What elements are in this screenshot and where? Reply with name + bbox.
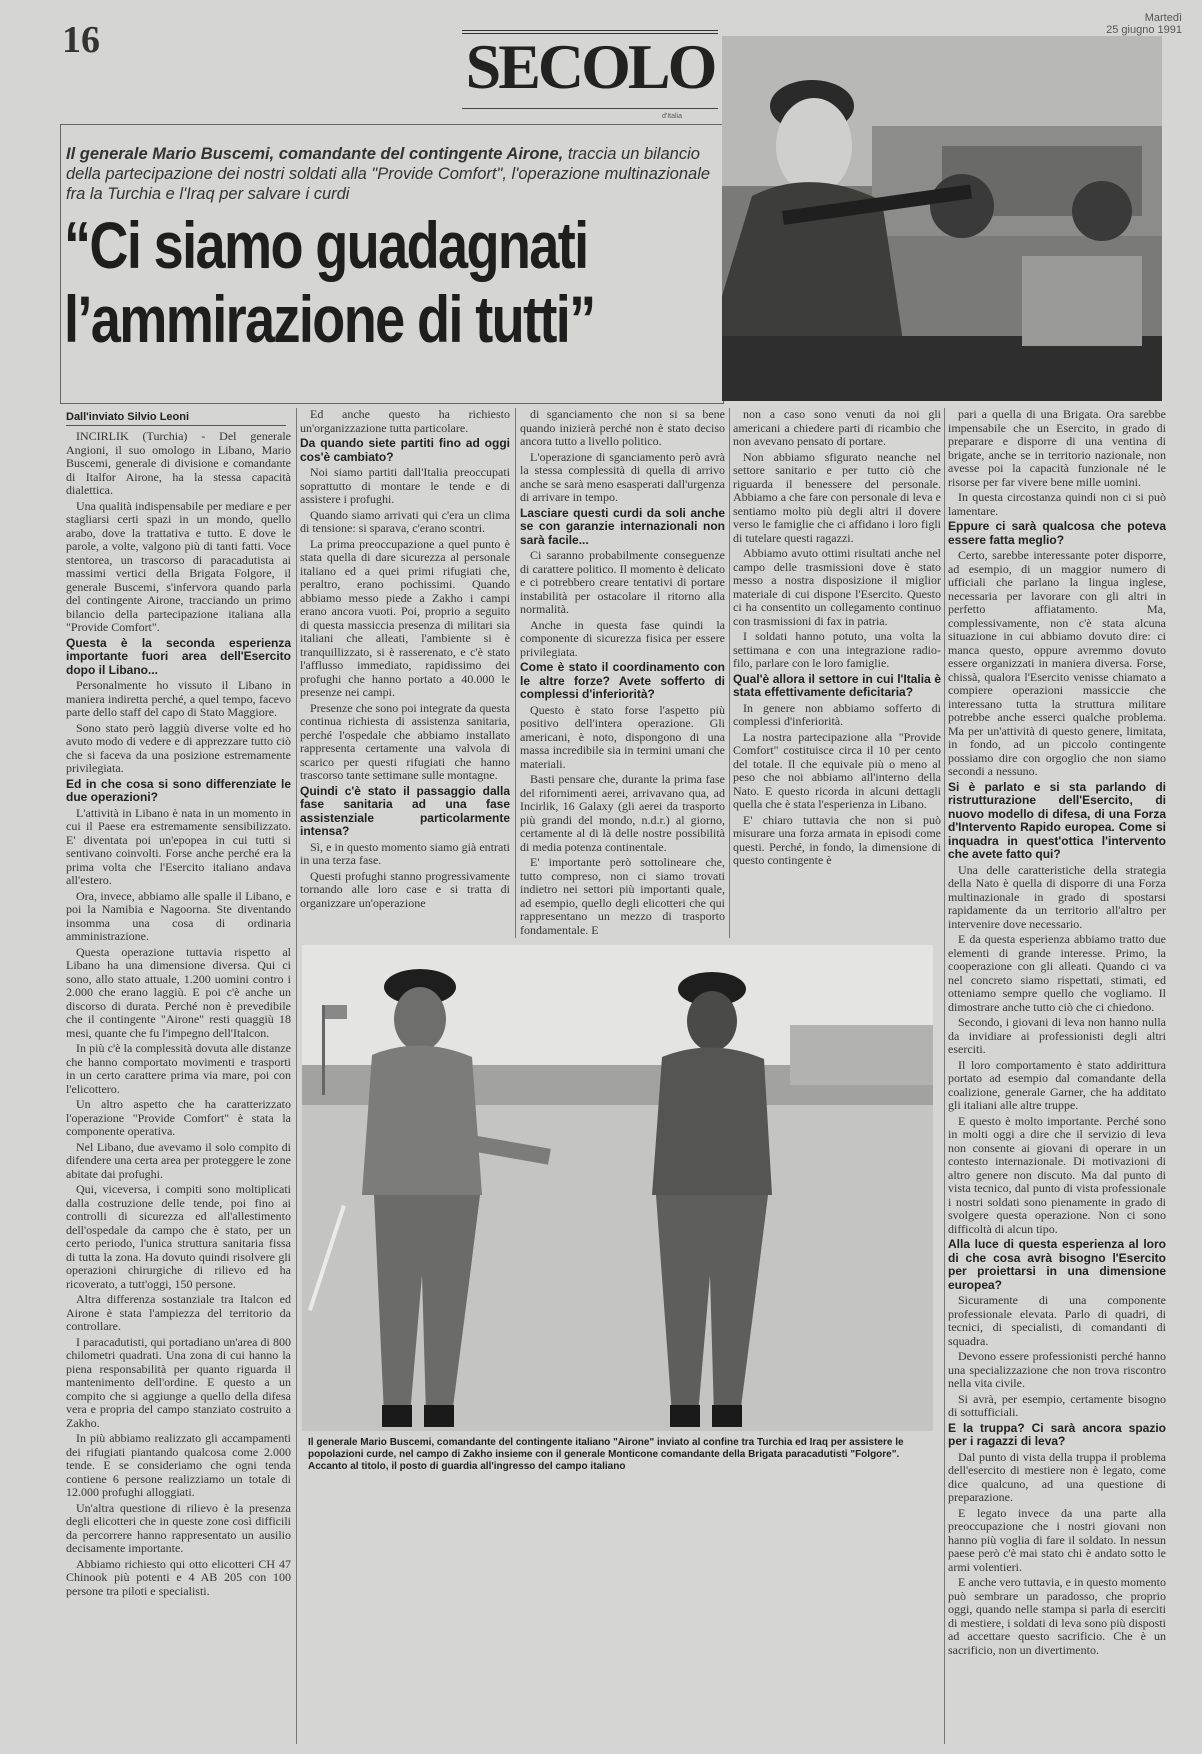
article-paragraph: Questa operazione tuttavia rispetto al Libano ha una dimensione diversa. Qui ci sono, allo stato attuale, 1.200 uomini contro i 2.000 che erano laggiù. E poi c'è anche un discorso di durata. Perché non è prevedibile che il contingente "Airone" resti quaggiù 18 mesi, quante che fu l'impegno dell'Italcon. (66, 944, 291, 1040)
interview-question: Qual'è allora il settore in cui l'Italia è stata effettivamente deficitaria? (733, 671, 941, 699)
article-paragraph: Una qualità indispensabile per mediare e per stagliarsi certi spazi in un mondo, quello arabo, dove la trattativa e tutto. E dove le parole, a volte, valgono più di tanti fatti. Voce stentorea, un trascorso di paracadutista ai massimi vertici della Brigata Folgore, il generale Buscemi, s'infervora quando parla del contingente Airone, tracciando un primo bilancio della partecipazione italiana alla "Provide Comfort". (66, 498, 291, 634)
byline: Dall'inviato Silvio Leoni (66, 411, 286, 426)
interview-question: Eppure ci sarà qualcosa che poteva essere fatta meglio? (948, 519, 1166, 547)
column-divider (944, 408, 945, 1744)
article-paragraph: Questi profughi stanno progressivamente tornando alle loro case e si tratta di organizzare un'operazione (300, 868, 510, 910)
article-column-4 (733, 408, 941, 938)
article-paragraph: Secondo, i giovani di leva non hanno nulla da invidiare ai professionisti degli altri eserciti. (948, 1015, 1166, 1056)
article-paragraph: La prima preoccupazione a quel punto è stata quella di dare sicurezza al personale italiano ed a quei primi rifugiati che, peraltro, erano pochissimi. Quando abbiamo messo piede a Zakho i campi erano ancora vuoti. Poi, proprio a seguito di questa massiccia presenza di militari sia italiani che alleati, l'ambiente si è tranquillizzato, si è rasserenato, e c'è stato l'afflusso immediato, rapidissimo dei profughi che hanno portato a 40.000 le presenze nei campi. (300, 536, 510, 699)
article-paragraph: Una delle caratteristiche della strategia della Nato è quella di disporre di una Forza multinazionale in grado di spostarsi rapidamente da un territorio all'altro per intervenire dove necessario. (948, 862, 1166, 931)
article-paragraph: Basti pensare che, durante la prima fase del rifornimenti aerei, arrivavano qua, ad Incirlik, 16 Galaxy (gli aerei da trasporto più grandi del mondo, n.d.r.) al giorno, certamente al di là delle nostre possibilità di media potenza continentale. (520, 772, 725, 854)
interview-question: Questa è la seconda esperienza importante fuori area dell'Esercito dopo il Libano... (66, 635, 291, 677)
guard-post-photo-illustration (722, 36, 1162, 401)
article-paragraph: Dal punto di vista della truppa il problema dell'esercito di mestiere non è legato, come dice qualcuno, ad una questione di preparazione. (948, 1449, 1166, 1504)
page-number: 16 (62, 19, 100, 61)
article-column-1 (66, 430, 291, 1740)
article-paragraph: Sono stato però laggiù diverse volte ed ho avuto modo di vedere e di apprezzare tutto ciò che si faceva da una posizione estremamente privilegiata. (66, 720, 291, 775)
article-paragraph: In questa circostanza quindi non ci si può lamentare. (948, 490, 1166, 518)
generals-photo (302, 945, 933, 1431)
article-paragraph: In più c'è la complessità dovuta alle distanze che hanno comportato movimenti e trasporti in un certo carattere prima via mare, poi con l'elicottero. (66, 1041, 291, 1096)
article-paragraph: E anche vero tuttavia, e in questo momento può sembrare un paradosso, che proprio oggi, quando nelle stampa si parla di eserciti di mestiere, i soldati di leva sono più disposti ad accettare questo sacrificio. Che è un sacrificio, non un divertimento. (948, 1575, 1166, 1657)
dateline (1106, 12, 1182, 36)
article-paragraph: Ci saranno probabilmente conseguenze di carattere politico. Il momento è delicato e ci potrebbero creare tentativi di portare instabilità per ostacolare il ritorno alla normalità. (520, 548, 725, 616)
article-paragraph: Questo è stato forse l'aspetto più positivo dell'intera operazione. Gli americani, è noto, dispongono di una massa incredibile sia in termini umani che materiali. (520, 702, 725, 771)
article-paragraph: Personalmente ho vissuto il Libano in maniera indiretta perché, a quel tempo, facevo parte dello staff del capo di Stato Maggiore. (66, 678, 291, 719)
interview-question: Da quando siete partiti fino ad oggi cos'è cambiato? (300, 436, 510, 464)
article-paragraph: Devono essere professionisti perché hanno una specializzazione che non trova riscontro nella vita civile. (948, 1349, 1166, 1390)
article-paragraph: La nostra partecipazione alla "Provide Comfort" costituisce circa il 10 per cento del totale. Il che equivale più o meno al peso che noi abbiamo all'interno della Nato. E questo ricorda in alcuni dettagli quella che è stata l'esperienza in Libano. (733, 729, 941, 811)
article-paragraph: In più abbiamo realizzato gli accampamenti dei rifugiati piantando qualcosa come 2.000 tende. E se consideriamo che ogni tenda contiene 6 persone realizziamo un totale di 12.000 profughi alloggiati. (66, 1431, 291, 1499)
interview-question: Lasciare questi curdi da soli anche se con garanzie internazionali non sarà facile... (520, 505, 725, 547)
article-column-2 (300, 408, 510, 938)
masthead (462, 30, 718, 120)
article-paragraph: Sicuramente di una componente professionale elevata. Parlo di quadri, di tecnici, di specialisti, di comandanti di squadra. (948, 1293, 1166, 1348)
interview-question: Quindi c'è stato il passaggio dalla fase sanitaria ad una fase assistenziale particolarmente intensa? (300, 783, 510, 838)
generals-photo-illustration (302, 945, 933, 1431)
article-paragraph: Il loro comportamento è stato addirittura portato ad esempio dal comandante della coalizione, generale Garner, che ha additato gli italiani alle altre truppe. (948, 1057, 1166, 1112)
deck-text: traccia un bilancio della partecipazione dei nostri soldati alla "Provide Comfort", l'operazione multinazionale fra la Turchia e l'Iraq per salvare i curdi (66, 145, 711, 203)
article-paragraph: Ora, invece, abbiamo alle spalle il Libano, e poi la Namibia e Nagoorna. Ste diventando insomma una cosa di ordinaria amministrazione. (66, 888, 291, 943)
article-paragraph: Nel Libano, due avevamo il solo compito di difendere una certa area per proteggere le zone abitate dai profughi. (66, 1139, 291, 1181)
article-paragraph: In genere non abbiamo sofferto di complessi d'inferiorità. (733, 700, 941, 728)
article-paragraph: E questo è molto importante. Perché sono in molti oggi a dire che il servizio di leva non consente ai giovani di operare in un contesto internazionale. Di motivazioni di altro genere non discuto. Ma dal punto di vista tecnico, dal punto di vista professionale i nostri soldati sono pienamente in grado di svolgere questa operazione. Non ci sono difficoltà di alcun tipo. (948, 1113, 1166, 1236)
interview-question: Alla luce di questa esperienza al loro di che cosa avrà bisogno l'Esercito per proiettarsi in una dimensione europea? (948, 1237, 1166, 1292)
article-paragraph: Abbiamo richiesto qui otto elicotteri CH 47 Chinook più potenti e 4 AB 205 con 100 persone tra piloti e specialisti. (66, 1556, 291, 1598)
column-divider (296, 408, 297, 1744)
article-headline (64, 208, 605, 356)
interview-question: Si è parlato e si sta parlando di ristrutturazione dell'Esercito, di nuovo modello di difesa, di una Forza d'Intervento Rapido europea. Come si inquadra in quest'ottica l'intervento che avete fatto qui? (948, 779, 1166, 861)
article-paragraph: Un'altra questione di rilievo è la presenza degli elicotteri che in queste zone così difficili da percorrere hanno rappresentato un ausilio decisamente importante. (66, 1500, 291, 1555)
article-column-3 (520, 408, 725, 938)
article-paragraph: Sì, e in questo momento siamo già entrati in una terza fase. (300, 839, 510, 867)
article-paragraph: Ed anche questo ha richiesto un'organizzazione tutta particolare. (300, 408, 510, 435)
column-divider (515, 408, 516, 938)
article-paragraph: Noi siamo partiti dall'Italia preoccupati soprattutto di montare le tende e di assistere i profughi. (300, 465, 510, 506)
guard-post-photo (722, 36, 1162, 401)
article-paragraph: Presenze che sono poi integrate da questa continua richiesta di assistenza sanitaria, perché l'ospedale che abbiamo installato rappresenta certamente una valvola di scarico per questi rifugiati che hanno trascorso tante settimane sulle montagne. (300, 700, 510, 782)
article-paragraph: Altra differenza sostanziale tra Italcon ed Airone è stata l'ampiezza del territorio da controllare. (66, 1292, 291, 1333)
photo-caption: Il generale Mario Buscemi, comandante del contingente italiano "Airone" inviato al confine tra Turchia ed Iraq per assistere le popolazioni curde, nel campo di Zakho insieme con il generale Monticone comandante della Brigata paracadutisti "Folgore". Accanto al titolo, il posto di guardia all'ingresso del campo italiano (308, 1437, 904, 1472)
dateline-day: Martedì (1144, 12, 1182, 24)
article-paragraph: di sganciamento che non si sa bene quando inizierà perché non è stato deciso ancora tutto a livello politico. (520, 408, 725, 448)
article-paragraph: E legato invece da una parte alla preoccupazione che i nostri giovani non hanno più voglia di fare il soldato. In nessun paese però c'è mai stato chi è andato sotto le armi volentieri. (948, 1505, 1166, 1574)
article-paragraph: L'attività in Libano è nata in un momento in cui il Paese era estremamente sensibilizzato. E' diventata poi un'epopea in cui tutti si sentivano coinvolti. Forse anche perché era la prima volta che l'Esercito italiano andava all'estero. (66, 805, 291, 887)
article-paragraph: Qui, viceversa, i compiti sono moltiplicati dalla costruzione delle tende, poi fino ai controlli di sicurezza ed all'allestimento dell'ospedale da campo che è stato, per un certo periodo, l'unica struttura sanitaria fissa di tutta la zona. Ha dovuto quindi risolvere gli operazioni chirurgiche di rilievo ed ha ricoverato, a tutt'oggi, 150 persone. (66, 1182, 291, 1291)
article-paragraph: E da questa esperienza abbiamo tratto due elementi di grande interesse. Primo, la cooperazione con gli alleati. Quando ci va nel concreto siamo rispettati, stimati, ed otteniamo sempre quello che vogliamo. Il dimostrare anche tutto ciò che ci chiedono. (948, 932, 1166, 1014)
masthead-name: SECOLO (465, 31, 715, 102)
article-paragraph: pari a quella di una Brigata. Ora sarebbe impensabile che un Esercito, in grado di preparare e disporre di una ventina di brigate, anche se in territorio nazionale, non avesse poi la capacità funzionale né le risorse per far vivere bene mille uomini. (948, 408, 1166, 489)
dateline-date: 25 giugno 1991 (1106, 24, 1182, 36)
article-paragraph: Un altro aspetto che ha caratterizzato l'operazione "Provide Comfort" è stata la componente operativa. (66, 1097, 291, 1138)
article-paragraph: I soldati hanno potuto, una volta la settimana e con una integrazione radio-filo, parlare con le loro famiglie. (733, 629, 941, 670)
interview-question: E la truppa? Ci sarà ancora spazio per i ragazzi di leva? (948, 1420, 1166, 1448)
masthead-subtitle: d'Italia (661, 113, 682, 120)
article-deck (66, 144, 714, 204)
article-paragraph: E' importante però sottolineare che, tutto compreso, non ci siamo trovati indietro nei settori più importanti quale, ad esempio, quello degli elicotteri che qui rappresentano un mezzo di trasporto fondamentale. E (520, 855, 725, 937)
article-paragraph: INCIRLIK (Turchia) - Del generale Angioni, il suo omologo in Libano, Mario Buscemi, generale di divisione e comandante di Italfor Airone, ha la stessa capacità dialettica. (66, 430, 291, 497)
article-paragraph: Anche in questa fase quindi la componente di sicurezza fisica per essere privilegiata. (520, 617, 725, 659)
article-paragraph: I paracadutisti, qui portadiano un'area di 800 chilometri quadrati. Una zona di cui hanno la piena responsabilità per quanto riguarda il mantenimento dell'ordine. E questo a un compito che si aggiunge a quello della difesa vera e propria del campo stanziato costruito a Zakho. (66, 1334, 291, 1430)
interview-question: Come è stato il coordinamento con le altre forze? Avete sofferto di complessi d'inferiorità? (520, 660, 725, 701)
article-paragraph: E' chiaro tuttavia che non si può misurare una forza armata in episodi come questi. Perché, in fondo, la dimensione di questo contingente è (733, 812, 941, 867)
article-paragraph: Si avrà, per esempio, certamente bisogno di sottufficiali. (948, 1391, 1166, 1419)
headline-line-2: l’ammirazione di tutti” (64, 282, 595, 356)
article-paragraph: Quando siamo arrivati qui c'era un clima di tensione: si sparava, c'erano scontri. (300, 507, 510, 535)
article-column-5 (948, 408, 1166, 1740)
article-paragraph: Certo, sarebbe interessante poter disporre, ad esempio, di un maggior numero di ufficiali che parlano la lingua inglese, necessaria per lavorare con gli altri in perfetto affiatamento. Ma, complessivamente, non c'è stata alcuna situazione in cui abbiamo dovuto dire: ci manca questo, oppure avremmo dovuto essere organizzati in maniera diversa. Forse, chissà, qualora l'Esercito venisse chiamato a compiere operazioni massiccie che interessano tutta la struttura militare potrebbe anche esserci qualche problema. Ma per un'attività di questo genere, limitata, in fondo, ad un piccolo contingente possiamo dire con orgoglio che non siamo secondi a nessuno. (948, 548, 1166, 778)
headline-line-1: “Ci siamo guadagnati (64, 208, 588, 282)
article-paragraph: Abbiamo avuto ottimi risultati anche nel campo delle trasmissioni dove è stato messo a nostra disposizione il miglior materiale di cui dispone l'Esercito. Questo ci ha consentito un collegamento continuo con trasmissioni di fax in patria. (733, 546, 941, 628)
article-paragraph: Non abbiamo sfigurato neanche nel settore sanitario e per tutto ciò che riguarda il benessere del personale. Abbiamo a che fare con personale di leva e sentiamo molto più degli altri il dovere verso le famiglie che ci affidano i loro figli di tutelare questi ragazzi. (733, 449, 941, 545)
interview-question: Ed in che cosa si sono differenziate le due operazioni? (66, 776, 291, 804)
deck-kicker: Il generale Mario Buscemi, comandante del contingente Airone, (66, 145, 564, 163)
column-divider (729, 408, 730, 938)
article-paragraph: non a caso sono venuti da noi gli americani a chiedere parti di ricambio che non avevano pensato di portare. (733, 408, 941, 448)
article-paragraph: L'operazione di sganciamento però avrà la stessa complessità di quella di arrivo anche se sarà meno esasperati dall'urgenza di arrivare in tempo. (520, 449, 725, 504)
